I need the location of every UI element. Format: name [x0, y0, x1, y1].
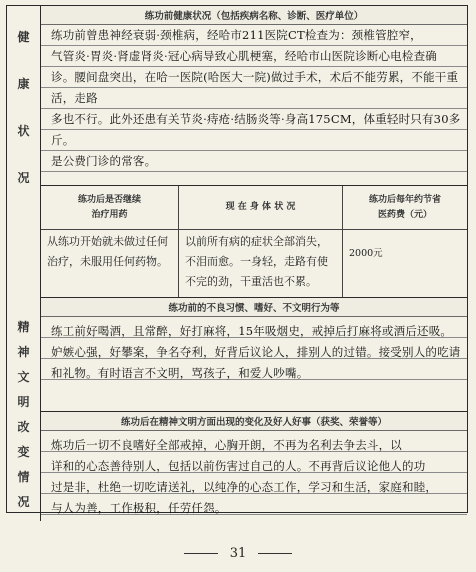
- savings-column-header: [343, 186, 467, 230]
- current-health-column-header: 现 在 身 体 状 况: [179, 186, 342, 230]
- page-number: 31: [229, 546, 247, 561]
- handwritten-line: 与人为善，工作极积，任劳任怨。: [51, 501, 227, 515]
- changes-section-body: [41, 431, 467, 521]
- footer-dash: [184, 553, 218, 554]
- form-main: [41, 6, 467, 521]
- header-line: 练功后每年约节省: [368, 194, 441, 205]
- record-form: [6, 5, 468, 513]
- side-label-column: [7, 6, 41, 521]
- side-char: 状: [17, 123, 30, 138]
- side-char: 明: [17, 395, 30, 410]
- side-char: 神: [17, 345, 30, 360]
- handwritten-line: 和礼物。有时语言不文明，骂孩子，和爱人吵嘴。: [51, 366, 309, 380]
- health-section: [41, 6, 467, 186]
- current-health-column-text: 以前所有病的症状全部消失，不泪而愈。一身轻，走路有使不完的劲，干重活也不累。: [185, 235, 328, 288]
- changes-section: [41, 412, 467, 521]
- side-char: 改: [17, 420, 30, 435]
- savings-column: [343, 186, 467, 297]
- handwritten-line: 气管炎·胃炎·肾虚肾炎·冠心病导致心肌梗塞，经哈市山医院诊断心电检查确: [51, 49, 437, 63]
- practice-table: [41, 186, 467, 298]
- medication-column-text: 从练功开始就未做过任何治疗，未服用任何药物。: [47, 235, 168, 268]
- handwritten-line: 多也不行。此外还患有关节炎·痔疮·结肠炎等·身高175CM，体重轻时只有30多斤。: [51, 112, 461, 147]
- header-line: 练功后是否继续: [77, 194, 141, 205]
- medication-column: [41, 186, 179, 297]
- handwritten-line: 练功前曾患神经衰弱·颈椎病，经哈市211医院CT检查为：颈椎管腔窄，: [51, 28, 422, 42]
- health-side-label: [17, 13, 29, 201]
- side-char: 健: [17, 29, 30, 44]
- current-health-column: [179, 186, 343, 297]
- side-char: 文: [17, 370, 30, 385]
- handwritten-line: 诊。腰间盘突出，在哈一医院(哈医大一院)做过手术，术后不能劳累，不能干重活，走路: [51, 70, 459, 105]
- habits-section-body: [41, 317, 467, 386]
- savings-amount: 2000元: [349, 248, 383, 259]
- changes-section-title: 练功后在精神文明方面出现的变化及好人好事（获奖、荣誉等）: [41, 412, 467, 431]
- side-char: 况: [17, 495, 30, 510]
- footer-dash: [258, 553, 292, 554]
- spiritual-side-label: [17, 314, 29, 514]
- health-section-body: [41, 25, 467, 174]
- medication-column-header: [41, 186, 178, 230]
- handwritten-line: 妒嫉心强，好攀案，争名夺利，好背后议论人，排别人的过错。接受别人的吃请: [51, 345, 461, 359]
- page-footer: [0, 546, 476, 561]
- handwritten-line: 练工前好喝酒，且常醉，好打麻将，15年吸烟史，戒掉后打麻将或酒后还吸。: [51, 324, 453, 338]
- side-char: 精: [17, 320, 30, 335]
- handwritten-line: 炼功后一切不良嗜好全部戒掉，心胸开朗，不再为名利去争去斗，以: [51, 438, 402, 452]
- handwritten-line: 是公费门诊的常客。: [51, 154, 157, 168]
- side-char: 况: [17, 170, 30, 185]
- health-section-title: 练功前健康状况（包括疾病名称、诊断、医疗单位）: [41, 6, 467, 25]
- side-char: 康: [17, 76, 30, 91]
- habits-section: [41, 298, 467, 412]
- header-line: 医药费（元）: [377, 209, 432, 220]
- handwritten-line: 详和的心态善待别人，包括以前伤害过自己的人。不再背后议论他人的功: [51, 459, 426, 473]
- side-char: 变: [17, 445, 30, 460]
- handwritten-line: 过是非，杜绝一切吃请送礼，以纯净的心态工作，学习和生活，家庭和睦，: [51, 480, 438, 494]
- header-line: 治疗用药: [91, 209, 128, 220]
- habits-section-title: 练功前的不良习惯、嗜好、不文明行为等: [41, 298, 467, 317]
- side-char: 情: [17, 470, 30, 485]
